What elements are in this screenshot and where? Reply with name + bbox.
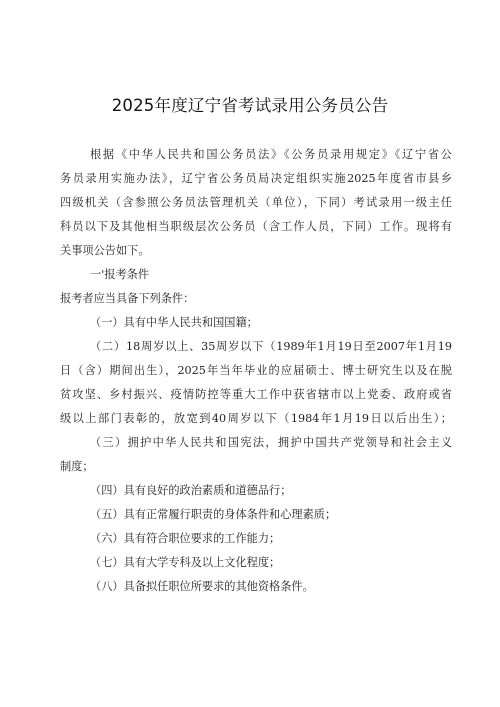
condition-item: （六）具有符合职位要求的工作能力； [90, 532, 281, 545]
condition-item: （三）拥护中华人民共和国宪法，拥护中国共产党领导和社会主义 [90, 436, 452, 449]
intro-line: 务员录用实施办法》，辽宁省公务员局决定组织实施2025年度省市县乡 [60, 172, 452, 185]
condition-item: （五）具有正常履行职责的身体条件和心理素质； [90, 508, 337, 521]
conditions-intro: 报考者应当具备下列条件： [60, 292, 195, 305]
condition-item: （八）具备拟任职位所要求的其他资格条件。 [90, 580, 314, 593]
document-title: 2025年度辽宁省考试录用公务员公告 [111, 96, 389, 115]
intro-line: 关事项公告如下。 [60, 244, 150, 257]
condition-item: （四）具有良好的政治素质和道德品行； [90, 484, 292, 497]
condition-item: 制度； [60, 460, 94, 473]
condition-item: 级以上部门表彰的，放宽到40周岁以下（1984年1月19日以后出生）； [60, 412, 452, 425]
intro-line: 四级机关（含参照公务员法管理机关（单位），下同）考试录用一级主任 [60, 196, 452, 209]
intro-line: 根据《中华人民共和国公务员法》《公务员录用规定》《辽宁省公 [90, 148, 452, 161]
condition-item: 日（含）期间出生），2025年当年毕业的应届硕士、博士研究生以及在脱 [60, 364, 452, 377]
condition-item: （二）18周岁以上、35周岁以下（1989年1月19日至2007年1月19 [90, 340, 452, 353]
section-heading: 一'报考条件 [90, 268, 150, 281]
intro-line: 科员以下及其他相当职级层次公务员（含工作人员，下同）工作。现将有 [60, 220, 452, 233]
condition-item: （一）具有中华人民共和国国籍； [90, 316, 258, 329]
condition-item: （七）具有大学专科及以上文化程度； [90, 556, 281, 569]
condition-item: 贫攻坚、乡村振兴、疫情防控等重大工作中获省辖市以上党委、政府或省 [60, 388, 452, 401]
